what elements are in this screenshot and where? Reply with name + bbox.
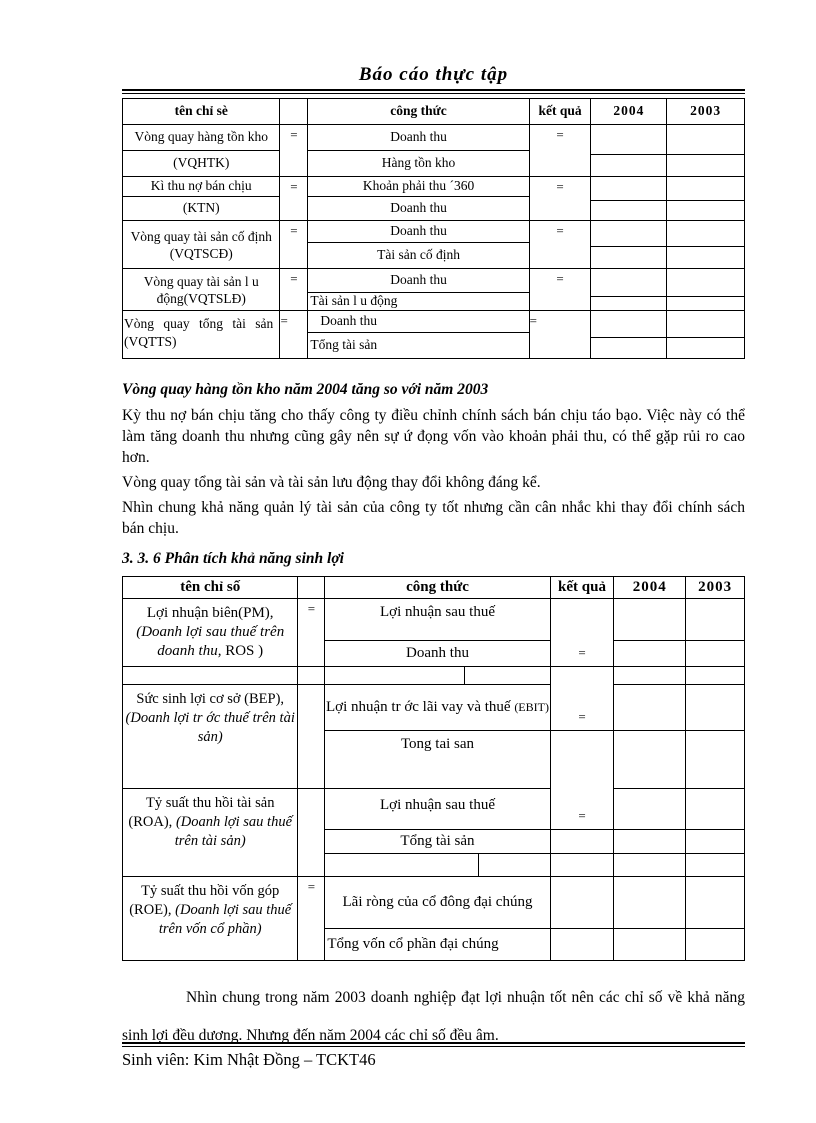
- value-cell: [551, 929, 614, 960]
- t2-roe-eq: =: [307, 879, 316, 894]
- t1-g3-denominator: Tài sản cố định: [308, 243, 528, 269]
- t2-bep-name: Sức sinh lợi cơ sở (BEP), (Doanh lợi tr ớc thuế trên tài sản): [123, 685, 297, 789]
- t1-header-result: kết quả: [530, 99, 591, 125]
- t2-roa-result-eq: =: [551, 731, 614, 830]
- t2-pm-eq: =: [298, 599, 324, 667]
- para-asset-management: Nhìn chung khả năng quản lý tài sản của công ty tốt nhưng cần cân nhắc khi thay đổi chính sách bán chịu.: [122, 499, 745, 537]
- t2-split-strip: [325, 854, 549, 877]
- t1-g5-name: Vòng quay tổng tài sản (VQTTS): [124, 316, 274, 349]
- cell-split-line: [478, 854, 479, 876]
- t1-col-2003: [667, 99, 744, 358]
- t1-g4-denominator: Tài sản l u động: [308, 293, 528, 311]
- t1-g3-numerator: Doanh thu: [308, 221, 528, 243]
- t1-g2-eq: =: [280, 177, 307, 221]
- t2-pm-name: Lợi nhuận biên(PM), (Doanh lợi sau thuế trên doanh thu, ROS ): [123, 599, 297, 667]
- value-cell: [686, 877, 744, 929]
- value-cell: [591, 155, 666, 177]
- value-cell: [667, 221, 744, 247]
- value-cell: [686, 929, 744, 960]
- t1-g2-name-top: Kì thu nợ bán chịu: [123, 177, 279, 197]
- value-cell: [667, 311, 744, 338]
- value-cell: [551, 830, 614, 854]
- value-cell: [667, 177, 744, 201]
- t2-roe-numerator: Lãi ròng của cổ đông đại chúng: [325, 877, 549, 929]
- value-cell: [614, 877, 685, 929]
- t2-roe-denominator: Tổng vốn cổ phần đại chúng: [327, 936, 499, 953]
- value-cell: [686, 854, 744, 877]
- t2-bep-eq-empty: [298, 685, 324, 789]
- value-cell: [667, 155, 744, 177]
- t1-g4-name: Vòng quay tài sản l u động(VQTSLĐ): [123, 269, 279, 311]
- t1-g1-denominator: Hàng tồn kho: [308, 151, 528, 177]
- heading-profitability-section: 3. 3. 6 Phân tích khả năng sinh lợi: [122, 550, 344, 567]
- t1-g1-numerator: Doanh thu: [308, 125, 528, 151]
- value-cell: [551, 854, 614, 877]
- t2-header-2004: 2004: [614, 577, 685, 599]
- t1-g2-result-eq: =: [530, 177, 591, 221]
- t2-strip-cell: [123, 667, 297, 685]
- t1-col-name: [123, 99, 280, 358]
- t1-g1-name-bottom: (VQHTK): [123, 151, 279, 177]
- value-cell: [614, 599, 685, 641]
- value-cell: [686, 599, 744, 641]
- t1-g2-numerator: Khoản phải thu ´360: [308, 177, 528, 197]
- t1-header-formula: công thức: [308, 99, 528, 125]
- t2-pm-numerator: Lợi nhuận sau thuế: [325, 599, 549, 641]
- t1-g1-name-top: Vòng quay hàng tồn kho: [123, 125, 279, 151]
- t1-header-name: tên chỉ sè: [123, 99, 279, 125]
- cell-split-line: [464, 667, 465, 684]
- value-cell: [591, 338, 666, 358]
- t1-g2-denominator: Doanh thu: [308, 197, 528, 221]
- t2-strip-cell: [298, 667, 324, 685]
- value-cell: [591, 269, 666, 297]
- t1-g1-result-eq: =: [530, 125, 591, 177]
- t1-g3-result-eq: =: [530, 221, 591, 269]
- t2-col-eq: [298, 577, 325, 960]
- t1-g4-numerator: Doanh thu: [308, 269, 528, 293]
- t2-pm-result-eq: =: [551, 599, 614, 667]
- value-cell: [591, 125, 666, 155]
- t2-col-result: [551, 577, 615, 960]
- value-cell: [614, 685, 685, 731]
- t1-g4-result-eq: =: [530, 269, 591, 311]
- value-cell: [591, 247, 666, 269]
- t1-g4-eq: =: [280, 269, 307, 311]
- t1-header-2003: 2003: [667, 99, 744, 125]
- t2-col-2003: [686, 577, 744, 960]
- value-cell: [686, 789, 744, 830]
- footer-student-line: Sinh viên: Kim Nhật Đồng – TCKT46: [122, 1050, 376, 1069]
- value-cell: [667, 201, 744, 221]
- t2-roa-numerator: Lợi nhuận sau thuế: [325, 789, 549, 830]
- value-cell: [686, 685, 744, 731]
- value-cell: [591, 221, 666, 247]
- report-title: Báo cáo thực tập: [358, 64, 509, 85]
- t2-pm-denominator: Doanh thu: [325, 641, 549, 667]
- t2-roa-eq-empty: [298, 789, 324, 877]
- t2-header-result: kết quả: [551, 577, 614, 599]
- header-double-rule: [122, 89, 745, 94]
- value-cell: [614, 641, 685, 667]
- t2-bep-denominator: Tong tai san: [325, 731, 549, 789]
- value-cell: [667, 297, 744, 311]
- t2-roa-denominator: Tổng tài sản: [325, 830, 549, 854]
- t1-col-formula: [308, 99, 529, 358]
- t1-col-result: [530, 99, 592, 358]
- value-cell: [614, 789, 685, 830]
- value-cell: [614, 667, 685, 685]
- t2-roa-name: Tỷ suất thu hồi tài sản (ROA), (Doanh lợi sau thuế trên tài sản): [123, 789, 297, 877]
- t2-bep-result-eq: =: [551, 667, 614, 731]
- page-footer: [122, 1042, 745, 1070]
- t1-g3-name: Vòng quay tài sản cố định (VQTSCĐ): [123, 221, 279, 269]
- t2-header-2003: 2003: [686, 577, 744, 599]
- value-cell: [551, 877, 614, 929]
- t2-split-strip: [325, 667, 549, 685]
- t2-header-blank: [298, 577, 324, 599]
- t2-roe-name: Tỷ suất thu hồi vốn góp (ROE), (Doanh lợi sau thuế trên vốn cổ phần): [129, 883, 292, 937]
- value-cell: [614, 854, 685, 877]
- t2-header-formula: công thức: [325, 577, 549, 599]
- value-cell: [591, 201, 666, 221]
- t1-g5-numerator: Doanh thu: [308, 311, 528, 333]
- value-cell: [686, 667, 744, 685]
- value-cell: [667, 269, 744, 297]
- t2-bep-numerator: Lợi nhuận tr ớc lãi vay và thuế (EBIT): [325, 685, 549, 731]
- heading-inventory-turnover: Vòng quay hàng tồn kho năm 2004 tăng so với năm 2003: [122, 381, 489, 398]
- t1-g5-denominator: Tổng tài sản: [310, 337, 378, 353]
- t2-col-2004: [614, 577, 686, 960]
- asset-turnover-table: [122, 98, 745, 359]
- t1-g5-eq: =: [280, 313, 288, 328]
- t1-header-2004: 2004: [591, 99, 666, 125]
- value-cell: [686, 731, 744, 789]
- value-cell: [591, 177, 666, 201]
- t1-g2-name-bottom: (KTN): [123, 197, 279, 221]
- value-cell: [667, 125, 744, 155]
- t1-header-blank: [280, 99, 307, 125]
- value-cell: [614, 731, 685, 789]
- t1-col-2004: [591, 99, 667, 358]
- t1-g5-result-eq: =: [529, 313, 538, 328]
- t2-header-name: tên chỉ số: [123, 577, 297, 599]
- value-cell: [686, 830, 744, 854]
- value-cell: [667, 338, 744, 358]
- value-cell: [591, 311, 666, 338]
- t1-g1-eq: =: [280, 125, 307, 177]
- value-cell: [591, 297, 666, 311]
- t2-col-name: [123, 577, 298, 960]
- value-cell: [614, 929, 685, 960]
- closing-paragraph: Nhìn chung trong năm 2003 doanh nghiệp đạt lợi nhuận tốt nên các chỉ số về khả năng sinh lợi đều dương. Nhưng đến năm 2004 các chỉ số đều âm.: [122, 989, 745, 1044]
- value-cell: [667, 247, 744, 269]
- para-total-assets: Vòng quay tổng tài sản và tài sản lưu động thay đổi không đáng kể.: [122, 474, 541, 491]
- value-cell: [614, 830, 685, 854]
- t1-g3-eq: =: [280, 221, 307, 269]
- value-cell: [686, 641, 744, 667]
- footer-double-rule: [122, 1042, 745, 1047]
- profitability-table: [122, 576, 745, 961]
- t2-col-formula: [325, 577, 550, 960]
- para-credit-policy: Kỳ thu nợ bán chịu tăng cho thấy công ty điều chỉnh chính sách bán chịu táo bạo. Việc này có thể làm tăng doanh thu nhưng cũng gây nên sự ứ đọng vốn vào khoản phải thu, có thể gặp rủi ro cao hơn.: [122, 407, 745, 466]
- t1-col-eq: [280, 99, 308, 358]
